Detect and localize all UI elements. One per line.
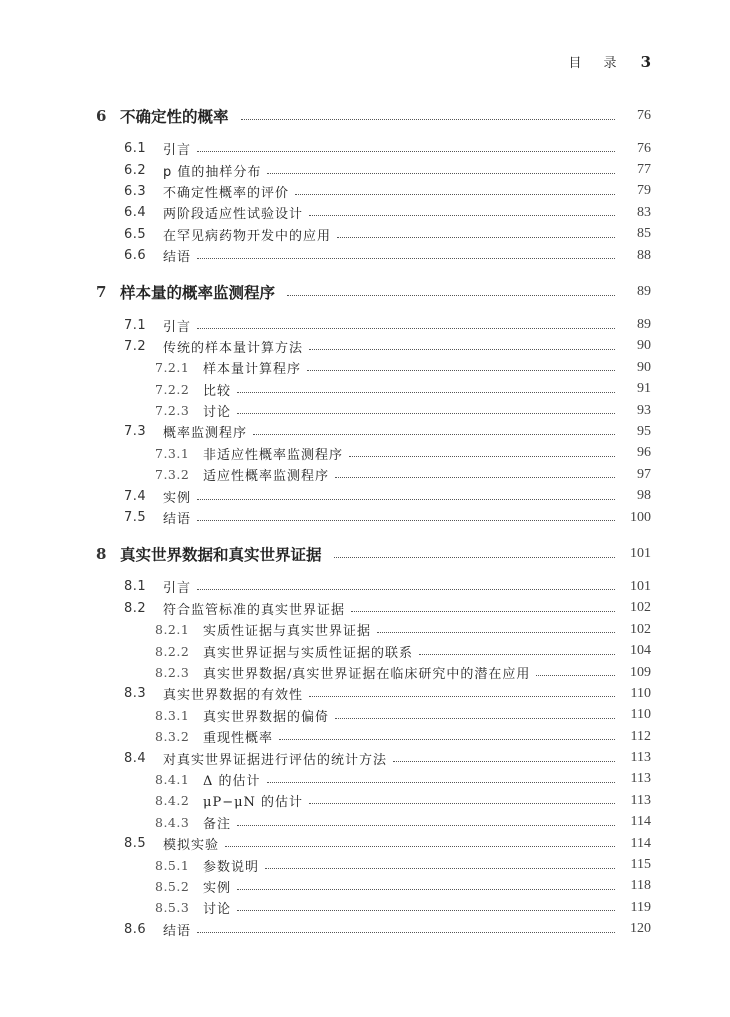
entry-page: 98 — [637, 488, 651, 504]
entry-title: 真实世界数据的有效性 — [163, 688, 304, 704]
entry-title: 真实世界数据和真实世界证据 — [120, 545, 322, 565]
dot-leader — [197, 328, 615, 329]
dot-leader — [335, 477, 615, 478]
toc-entry-subsection[interactable] — [0, 443, 730, 464]
entry-title: 备注 — [203, 816, 232, 832]
entry-number: 6.5 — [124, 226, 147, 242]
entry-title: 真实世界证据与实质性证据的联系 — [203, 645, 414, 661]
entry-page: 90 — [637, 338, 651, 354]
entry-page: 110 — [630, 707, 651, 723]
toc-entry-section[interactable] — [0, 598, 730, 619]
entry-page: 112 — [630, 728, 651, 744]
toc-entry-chapter[interactable] — [0, 280, 730, 304]
entry-title: 传统的样本量计算方法 — [163, 340, 304, 356]
dot-leader — [237, 910, 615, 911]
dot-leader — [309, 696, 615, 697]
dot-leader — [237, 889, 615, 890]
toc-entry-section[interactable] — [0, 138, 730, 159]
page-number: 3 — [640, 53, 651, 71]
toc-entry-subsection[interactable] — [0, 876, 730, 897]
entry-page: 96 — [637, 445, 651, 461]
dot-leader — [536, 675, 615, 676]
dot-leader — [197, 589, 615, 590]
toc-entry-chapter[interactable] — [0, 542, 730, 566]
running-header — [547, 52, 651, 71]
entry-title: 真实世界数据的偏倚 — [203, 709, 330, 725]
dot-leader — [197, 258, 615, 259]
dot-leader — [253, 434, 615, 435]
toc-entry-section[interactable] — [0, 245, 730, 266]
header-label: 录 — [603, 56, 617, 71]
dot-leader — [419, 654, 615, 655]
toc-entry-section[interactable] — [0, 507, 730, 528]
dot-leader — [225, 846, 615, 847]
entry-page: 89 — [637, 284, 651, 300]
entry-number: 7.1 — [124, 317, 147, 333]
dot-leader — [377, 632, 615, 633]
entry-page: 109 — [630, 664, 651, 680]
entry-title: 符合监管标准的真实世界证据 — [163, 602, 346, 618]
toc-entry-section[interactable] — [0, 576, 730, 597]
entry-title: 对真实世界证据进行评估的统计方法 — [163, 752, 388, 768]
entry-number: 8.4.2 — [155, 793, 190, 809]
entry-page: 88 — [637, 247, 651, 263]
entry-title: 实质性证据与真实世界证据 — [203, 624, 372, 640]
entry-title: p 值的抽样分布 — [163, 164, 262, 180]
toc-entry-section[interactable] — [0, 314, 730, 335]
entry-title: 引言 — [163, 581, 192, 597]
entry-number: 7.2.3 — [155, 403, 190, 419]
dot-leader — [241, 119, 615, 120]
entry-page: 93 — [637, 402, 651, 418]
entry-page: 120 — [630, 921, 651, 937]
entry-page: 77 — [637, 162, 651, 178]
entry-number: 8.2.2 — [155, 643, 190, 659]
dot-leader — [334, 557, 615, 558]
entry-number: 7.3 — [124, 424, 147, 440]
entry-number: 8.4.3 — [155, 814, 190, 830]
toc-entry-section[interactable] — [0, 747, 730, 768]
dot-leader — [309, 215, 615, 216]
dot-leader — [309, 803, 615, 804]
entry-number: 8.5 — [124, 836, 147, 852]
entry-number: 7.3.1 — [155, 445, 190, 461]
entry-number: 8.2.3 — [155, 665, 190, 680]
toc-entry-subsection[interactable] — [0, 812, 730, 833]
entry-number: 8.6 — [124, 921, 147, 937]
entry-number: 6.1 — [124, 141, 147, 157]
entry-page: 101 — [630, 578, 651, 594]
entry-number: 6.2 — [124, 162, 147, 178]
entry-page: 76 — [637, 108, 651, 123]
toc-entry-subsection[interactable] — [0, 640, 730, 661]
entry-number: 8.2.1 — [155, 622, 190, 638]
entry-page: 102 — [630, 600, 651, 616]
entry-number: 8.2 — [124, 600, 147, 616]
entry-page: 89 — [637, 317, 651, 333]
toc-entry-section[interactable] — [0, 833, 730, 854]
entry-title: 实例 — [203, 880, 232, 896]
entry-title: 实例 — [163, 490, 192, 506]
dot-leader — [337, 237, 615, 238]
entry-title: 非适应性概率监测程序 — [203, 447, 344, 463]
toc-entry-subsection[interactable] — [0, 705, 730, 726]
dot-leader — [393, 761, 615, 762]
toc-entry-section[interactable] — [0, 421, 730, 442]
dot-leader — [197, 932, 615, 933]
dot-leader — [237, 413, 615, 414]
entry-page: 114 — [630, 814, 651, 830]
toc-entry-subsection[interactable] — [0, 357, 730, 378]
entry-number: 8.3 — [124, 686, 147, 702]
entry-page: 101 — [630, 546, 651, 562]
entry-title: 模拟实验 — [163, 838, 220, 854]
toc-entry-section[interactable] — [0, 919, 730, 940]
entry-number: 7.2.2 — [155, 381, 190, 397]
entry-number: 8.5.2 — [155, 878, 190, 894]
toc-entry-subsection[interactable] — [0, 790, 730, 811]
entry-number: 7.2 — [124, 338, 147, 354]
entry-title: 重现性概率 — [203, 731, 274, 747]
entry-title: 讨论 — [203, 405, 232, 421]
toc-entry-subsection[interactable] — [0, 662, 730, 683]
toc-entry-subsection[interactable] — [0, 619, 730, 640]
entry-page: 113 — [630, 750, 651, 766]
entry-page: 115 — [630, 857, 651, 873]
dot-leader — [237, 392, 615, 393]
entry-title: 概率监测程序 — [163, 426, 248, 442]
entry-title: 引言 — [163, 143, 192, 159]
dot-leader — [197, 520, 615, 521]
entry-number: 6 — [96, 107, 107, 125]
header-label: 目 — [568, 56, 582, 71]
dot-leader — [279, 739, 615, 740]
dot-leader — [349, 456, 615, 457]
entry-title: 不确定性的概率 — [120, 107, 229, 126]
entry-page: 114 — [630, 835, 651, 851]
entry-title: 讨论 — [203, 902, 232, 918]
entry-number: 8.5.1 — [155, 857, 190, 873]
dot-leader — [287, 295, 615, 296]
entry-title: μP−μN 的估计 — [203, 795, 304, 811]
toc-entry-chapter[interactable] — [0, 104, 730, 128]
entry-page: 79 — [637, 183, 651, 199]
entry-number: 6.6 — [124, 248, 147, 264]
table-of-contents — [0, 104, 730, 940]
entry-number: 8.4 — [124, 750, 147, 766]
entry-page: 83 — [637, 204, 651, 220]
dot-leader — [267, 782, 615, 783]
dot-leader — [309, 349, 615, 350]
toc-entry-section[interactable] — [0, 336, 730, 357]
entry-title: 结语 — [163, 923, 192, 939]
entry-title: 样本量计算程序 — [203, 362, 302, 378]
entry-title: 引言 — [163, 319, 192, 335]
entry-title: 结语 — [163, 250, 192, 266]
entry-number: 8.4.1 — [155, 771, 190, 787]
entry-page: 119 — [630, 899, 651, 915]
toc-entry-subsection[interactable] — [0, 854, 730, 875]
entry-title: Δ 的估计 — [203, 773, 261, 789]
toc-entry-section[interactable] — [0, 159, 730, 180]
entry-number: 6.3 — [124, 183, 147, 199]
entry-title: 样本量的概率监测程序 — [120, 283, 276, 303]
entry-page: 118 — [630, 878, 651, 894]
entry-page: 95 — [637, 423, 651, 439]
toc-entry-subsection[interactable] — [0, 897, 730, 918]
entry-page: 102 — [630, 621, 651, 637]
entry-number: 8.3.1 — [155, 707, 190, 723]
toc-entry-subsection[interactable] — [0, 379, 730, 400]
entry-page: 113 — [630, 792, 651, 808]
dot-leader — [351, 611, 615, 612]
entry-number: 7.2.1 — [155, 360, 190, 376]
entry-page: 97 — [637, 466, 651, 482]
entry-number: 7.3.2 — [155, 467, 190, 483]
entry-page: 104 — [630, 643, 651, 659]
entry-page: 110 — [630, 685, 651, 701]
entry-title: 在罕见病药物开发中的应用 — [163, 228, 332, 244]
entry-number: 8.1 — [124, 579, 147, 595]
dot-leader — [335, 718, 615, 719]
toc-entry-subsection[interactable] — [0, 400, 730, 421]
entry-title: 结语 — [163, 512, 192, 528]
entry-page: 85 — [637, 226, 651, 242]
dot-leader — [237, 825, 615, 826]
dot-leader — [197, 151, 615, 152]
entry-number: 6.4 — [124, 205, 147, 221]
dot-leader — [197, 499, 615, 500]
toc-entry-section[interactable] — [0, 224, 730, 245]
entry-title: 适应性概率监测程序 — [203, 469, 330, 485]
entry-number: 7.4 — [124, 488, 147, 504]
dot-leader — [307, 370, 615, 371]
entry-page: 100 — [630, 509, 651, 525]
toc-entry-subsection[interactable] — [0, 769, 730, 790]
entry-number: 8 — [96, 545, 107, 564]
dot-leader — [267, 173, 615, 174]
entry-number: 7.5 — [124, 510, 147, 526]
entry-page: 113 — [630, 771, 651, 787]
dot-leader — [265, 868, 615, 869]
entry-title: 不确定性概率的评价 — [163, 185, 290, 201]
entry-title: 两阶段适应性试验设计 — [163, 207, 304, 223]
entry-number: 7 — [96, 283, 107, 302]
entry-page: 76 — [637, 140, 651, 156]
entry-title: 真实世界数据/真实世界证据在临床研究中的潜在应用 — [203, 667, 531, 682]
toc-entry-subsection[interactable] — [0, 726, 730, 747]
toc-entry-subsection[interactable] — [0, 464, 730, 485]
entry-page: 90 — [637, 359, 651, 375]
entry-number: 8.3.2 — [155, 729, 190, 745]
entry-title: 比较 — [203, 383, 232, 399]
entry-number: 8.5.3 — [155, 900, 190, 916]
entry-title: 参数说明 — [203, 859, 260, 875]
toc-entry-section[interactable] — [0, 181, 730, 202]
entry-page: 91 — [637, 381, 651, 397]
dot-leader — [295, 194, 615, 195]
toc-entry-section[interactable] — [0, 683, 730, 704]
toc-entry-section[interactable] — [0, 202, 730, 223]
toc-entry-section[interactable] — [0, 485, 730, 506]
